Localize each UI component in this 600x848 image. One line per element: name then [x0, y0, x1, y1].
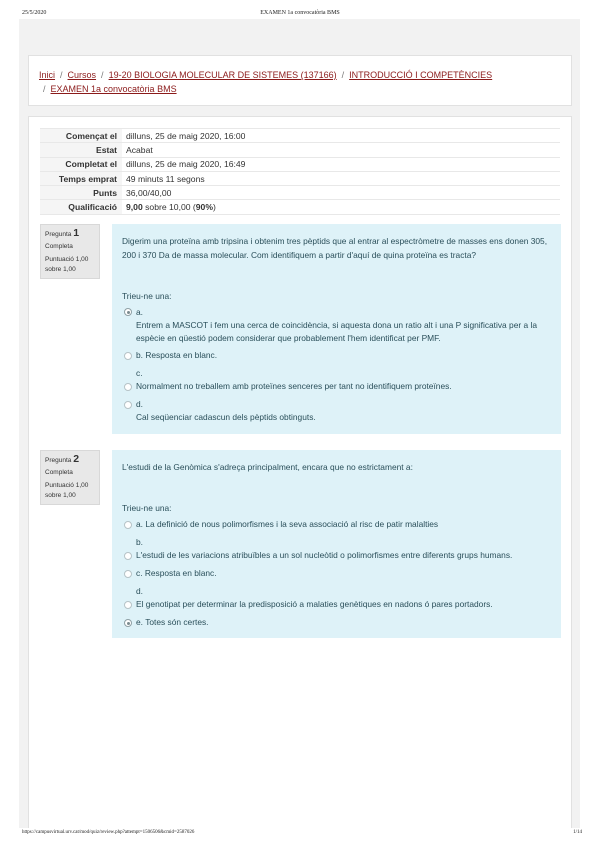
option-text: L'estudi de les variacions atribuïbles a un sol nucleòtid o polimorfismes entre diferents grups humans.	[136, 550, 513, 560]
print-footer	[0, 830, 600, 840]
summary-row	[40, 186, 560, 200]
option-letter: c.	[136, 568, 143, 578]
summary-row	[40, 143, 560, 157]
summary-row	[40, 157, 560, 171]
radio-button[interactable]	[124, 352, 132, 360]
breadcrumb	[39, 68, 559, 96]
summary-row	[40, 129, 560, 143]
breadcrumb-courses-link[interactable]: Cursos	[67, 70, 97, 80]
option-letter: c.	[136, 368, 143, 378]
question-info-1	[40, 224, 100, 279]
option-letter: a.	[136, 519, 143, 529]
radio-button-selected[interactable]	[124, 619, 132, 627]
breadcrumb-separator: /	[60, 70, 63, 80]
summary-label: Començat el	[40, 129, 122, 143]
question-number: 2	[73, 453, 80, 465]
question-word: Pregunta	[45, 231, 72, 238]
summary-row	[40, 200, 560, 214]
question-content-1	[112, 224, 561, 434]
breadcrumb-separator: /	[43, 84, 46, 94]
question-info-2	[40, 450, 100, 505]
radio-button[interactable]	[124, 401, 132, 409]
question-word: Pregunta	[45, 457, 72, 464]
summary-value: 36,00/40,00	[126, 187, 172, 198]
print-title: EXAMEN 1a convocatòria BMS	[260, 10, 340, 16]
summary-row	[40, 171, 560, 185]
breadcrumb-separator: /	[101, 70, 104, 80]
option-text: La definició de nous polimorfismes i la seva associació al risc de patir malalties	[145, 519, 439, 529]
summary-label: Punts	[40, 186, 122, 200]
summary-value: dilluns, 25 de maig 2020, 16:00	[126, 130, 246, 141]
question-grade: Puntuació 1,00 sobre 1,00	[45, 482, 89, 499]
option-letter: e.	[136, 617, 143, 627]
summary-label: Estat	[40, 143, 122, 157]
summary-value: 49 minuts 11 segons	[126, 173, 205, 184]
summary-label: Qualificació	[40, 200, 122, 214]
question-grade: Puntuació 1,00 sobre 1,00	[45, 256, 89, 273]
grade-score: 9,00	[126, 202, 143, 213]
option-text: Totes són certes.	[145, 617, 209, 627]
grade-percent: 90%	[195, 202, 213, 213]
radio-button-selected[interactable]	[124, 308, 132, 316]
breadcrumb-quiz-link[interactable]: EXAMEN 1a convocatòria BMS	[50, 84, 177, 94]
option-text: Resposta en blanc.	[144, 568, 217, 578]
option-text: El genotipat per determinar la predisposició a malaties genètiques en nadons ó pares portadors.	[136, 599, 493, 609]
summary-value: Acabat	[126, 144, 153, 155]
option-letter: a.	[136, 307, 143, 317]
option-letter: b.	[136, 537, 143, 547]
question-text: Digerim una proteïna amb tripsina i obtenim tres pèptids que al entrar al espectròmetre de masses ens donen 305, 200 i 370 Da de massa molecular. Com identifiquem a partir d'aquí de quina proteïna es tracta?	[122, 236, 548, 260]
radio-button[interactable]	[124, 521, 132, 529]
print-url: https://campusvirtual.urv.cat/mod/quiz/review.php?attempt=1506506&cmid=2587026	[22, 830, 195, 835]
grade-value	[122, 200, 560, 214]
option-letter: d.	[136, 586, 143, 596]
quiz-review-panel	[28, 116, 572, 828]
summary-value: dilluns, 25 de maig 2020, 16:49	[126, 159, 246, 170]
answer-prompt: Trieu-ne una:	[122, 503, 172, 513]
summary-label: Temps emprat	[40, 171, 122, 185]
option-letter: b.	[136, 350, 143, 360]
print-page-number: 1/14	[573, 830, 582, 835]
attempt-summary-table	[40, 128, 560, 215]
radio-button[interactable]	[124, 383, 132, 391]
summary-label: Completat el	[40, 157, 122, 171]
question-state: Completa	[45, 242, 73, 250]
print-date: 25/5/2020	[22, 10, 47, 16]
grade-scale: sobre 10,00 (	[142, 202, 196, 213]
radio-button[interactable]	[124, 552, 132, 560]
option-text: Normalment no treballem amb proteïnes senceres per tant no identifiquem proteïnes.	[136, 381, 452, 391]
radio-button[interactable]	[124, 601, 132, 609]
option-text: Entrem a MASCOT i fem una cerca de coincidència, si aquesta dona un ratio alt i una P significativa per a la espècie en qüestió podem considerar que probablement l'hem identificat per PMF.	[136, 320, 537, 343]
question-number: 1	[73, 227, 80, 239]
breadcrumb-section-link[interactable]: INTRODUCCIÓ I COMPETÈNCIES	[349, 70, 493, 80]
question-state: Completa	[45, 468, 73, 476]
question-content-2	[112, 450, 561, 638]
breadcrumb-course-link[interactable]: 19-20 BIOLOGIA MOLECULAR DE SISTEMES (137166)	[108, 70, 337, 80]
breadcrumb-separator: /	[341, 70, 345, 80]
option-letter: d.	[136, 399, 143, 409]
breadcrumb-panel	[28, 55, 572, 106]
option-text: Resposta en blanc.	[145, 350, 218, 360]
option-text: Cal seqüenciar cadascun dels pèptids obtinguts.	[136, 412, 316, 422]
answer-prompt: Trieu-ne una:	[122, 291, 172, 301]
grade-close: )	[212, 202, 216, 213]
radio-button[interactable]	[124, 570, 132, 578]
breadcrumb-home-link[interactable]: Inici	[39, 70, 56, 80]
question-text: L'estudi de la Genòmica s'adreça principalment, encara que no estrictament a:	[122, 462, 413, 472]
